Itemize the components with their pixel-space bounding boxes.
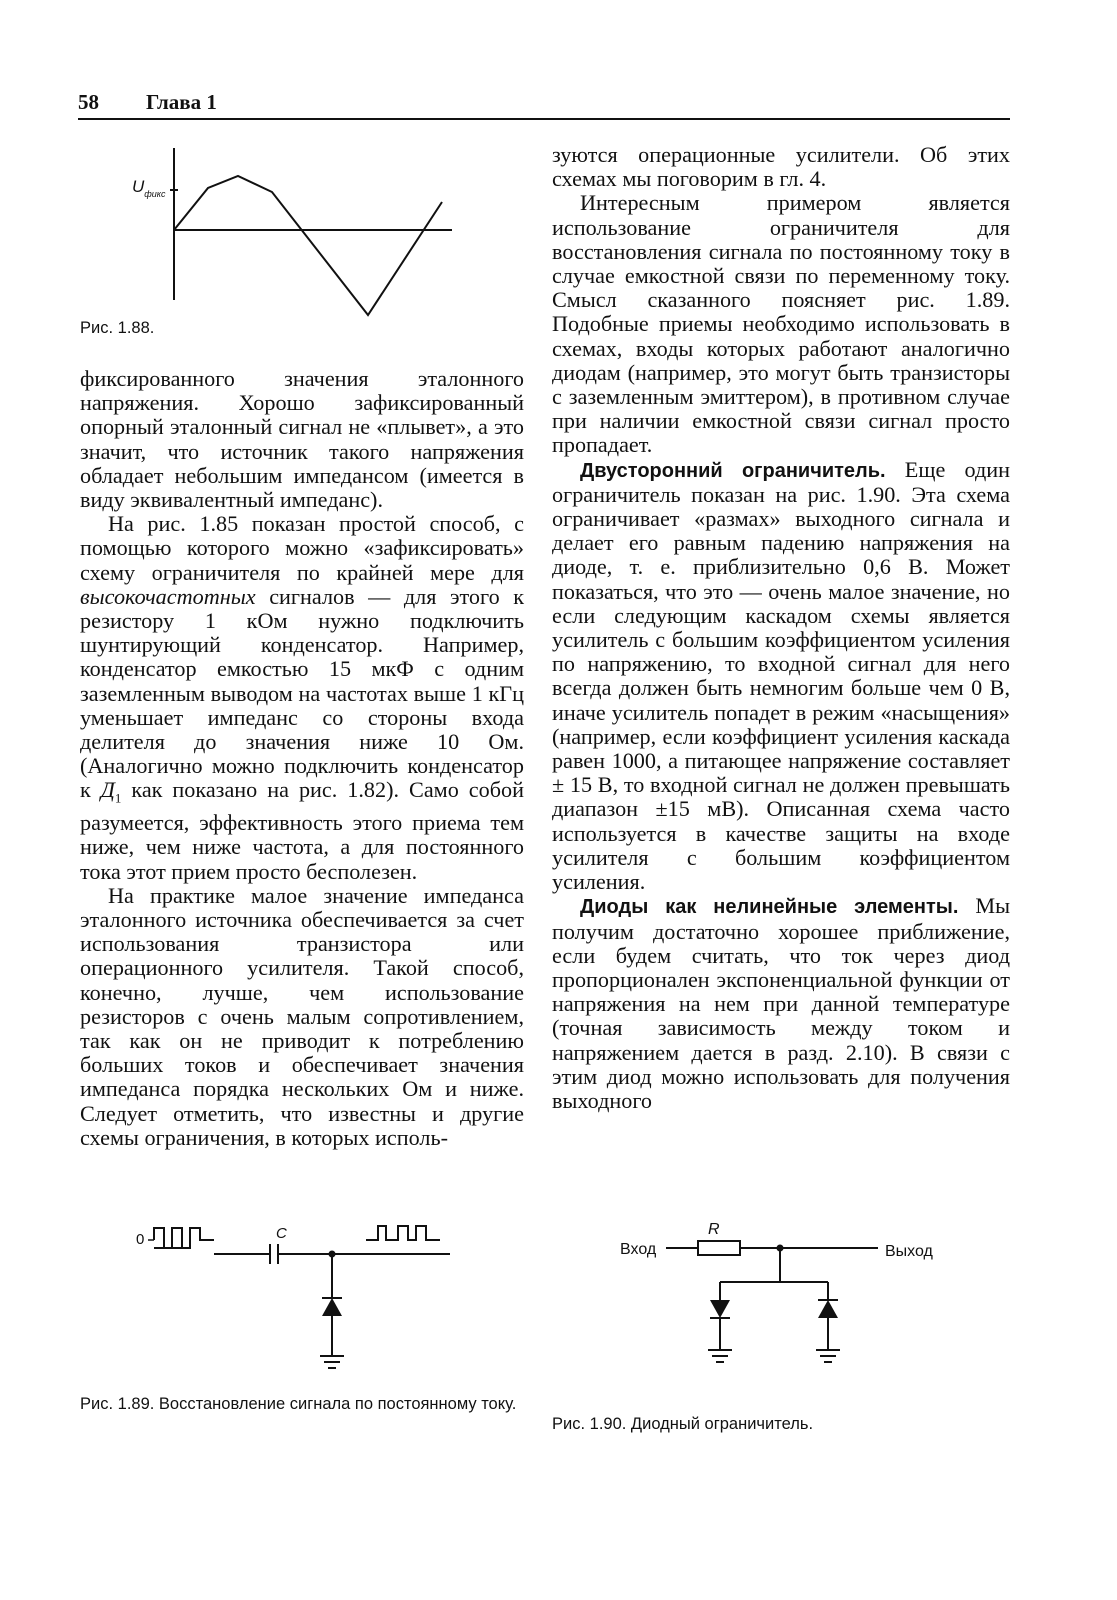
- r-label: R: [708, 1221, 720, 1238]
- zero-label: 0: [136, 1231, 145, 1248]
- paragraph: Интересным примером является использование ограничителя для восстановления сигнала по постоянному току в случае емкостной связи по переменному току. Смысл сказанного поясняет рис. 1.89. Подобные приемы необходимо использовать в схемах, входы которых работают аналогично диодам (например, это могут быть транзисторы с заземленным эмиттером), в противном случае при наличии емкостной связи сигнал просто пропадает.: [552, 190, 1010, 458]
- paragraph: На рис. 1.85 показан простой способ, с помощью которого можно «зафиксировать» схему ограничителя по крайней мере для высокочастотных сигналов — для этого к резистору 1 кОм нужно подключить шунтирующий конденсатор. Например, конденсатор емкостью 15 мкФ с одним заземленным выводом на частотах выше 1 кГц уменьшает импеданс со стороны входа делителя до значения ниже 10 Ом. (Аналогично можно подключить конденсатор к $Д_1$ как показано на рис. 1.82). Само собой разумеется, эффективность этого приема тем ниже, чем ниже частота, а для постоянного тока этот прием просто бесполезен.: [80, 511, 524, 884]
- page-number: 58: [78, 90, 99, 114]
- caption-1-88: Рис. 1.88.: [80, 319, 155, 337]
- input-label: Вход: [620, 1241, 657, 1258]
- caption-1-89: Рис. 1.89. Восстановление сигнала по постоянному току.: [80, 1395, 517, 1413]
- paragraph: зуются операционные усилители. Об этих схемах мы поговорим в гл. 4.: [552, 142, 1010, 192]
- caption-1-90: Рис. 1.90. Диодный ограничитель.: [552, 1415, 814, 1433]
- run-in-heading: Двусторонний ограничитель.: [580, 459, 886, 482]
- right-column: [552, 143, 1010, 1113]
- waveform: [174, 176, 442, 315]
- paragraph: Двусторонний ограничитель. Еще один ограничитель показан на рис. 1.90. Эта схема ограничивает «размах» выходного сигнала и делает его равным падению напряжения на диоде, т. е. приблизительно 0,6 В. Может показаться, что это — очень малое значение, но если следующим каскадом схемы является усилитель с большим коэффициентом усиления по напряжению, то входной сигнал для него всегда должен быть немногим больше чем 0 В, иначе усилитель попадет в режим «насыщения» (например, если коэффициент усиления каскада равен 1000, а питающее напряжение составляет ± 15 В, то входной сигнал не должен превышать диапазон ±15 мВ). Описанная схема часто используется в качестве защиты на входе усилителя с большим коэффициентом усиления.: [552, 456, 1010, 895]
- figure-1-88: [100, 140, 480, 330]
- paragraph: На практике малое значение импеданса эталонного источника обеспечивается за счет использования транзистора или операционного усилителя. Такой способ, конечно, лучше, чем использование резисторов с очень малым сопротивлением, так как он не приводит к потреблению больших токов и обеспечивает значения импеданса порядка нескольких Ом и ниже. Следует отметить, что известны и другие схемы ограничения, в которых исполь-: [80, 882, 524, 1150]
- output-label: Выход: [885, 1243, 933, 1260]
- diode-left: [710, 1300, 730, 1318]
- diode-right: [818, 1300, 838, 1318]
- figure-1-90: [610, 1210, 950, 1380]
- output-pulses: [366, 1226, 440, 1240]
- emphasis: высокочастотных: [80, 583, 256, 609]
- diode-triangle: [322, 1298, 342, 1316]
- input-pulses: [154, 1228, 214, 1248]
- figure-1-89: [120, 1210, 480, 1390]
- chapter-title: Глава 1: [146, 90, 217, 114]
- resistor: [698, 1241, 740, 1255]
- paragraph: Диоды как нелинейные элементы. Мы получим достаточно хорошее приближение, если будем считать, что ток через диод пропорционален экспоненциальной функции от напряжения на нем при данной температуре (точная зависимость между током и напряжением дается в разд. 2.10). В связи с этим диод можно использовать для получения выходного: [552, 893, 1010, 1113]
- left-column: [80, 367, 524, 1150]
- paragraph: фиксированного значения эталонного напряжения. Хорошо зафиксированный опорный эталонный сигнал не «плывет», а это значит, что источник такого напряжения обладает небольшим импедансом (имеется в виду эквивалентный импеданс).: [80, 366, 524, 513]
- c-label: C: [276, 1225, 287, 1242]
- u-label: $U_{фикс}$: [132, 177, 166, 199]
- run-in-heading: Диоды как нелинейные элементы.: [580, 896, 959, 919]
- page-header: [78, 90, 1010, 120]
